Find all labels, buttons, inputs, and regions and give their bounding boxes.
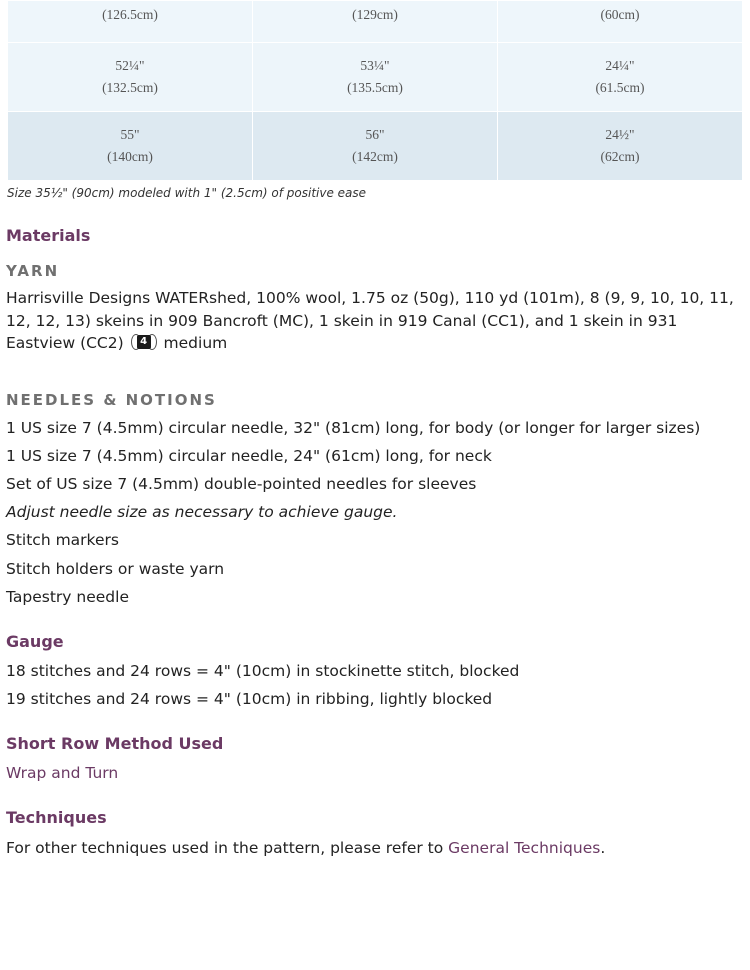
yarn-description <box>6 287 746 355</box>
techniques-heading: Techniques <box>6 808 107 827</box>
table-cell <box>8 1 253 43</box>
techniques-text <box>6 839 605 857</box>
table-cell <box>253 43 498 112</box>
techniques-sentence: For other techniques used in the pattern, please refer to <box>6 839 444 857</box>
cell-cm: (140cm) <box>107 149 153 164</box>
cell-cm: (60cm) <box>600 7 640 22</box>
needle-item: 1 US size 7 (4.5mm) circular needle, 24" (61cm) long, for neck <box>6 447 492 465</box>
materials-heading: Materials <box>6 226 91 245</box>
wrap-and-turn-link[interactable]: Wrap and Turn <box>6 764 119 782</box>
notion-item: Stitch markers <box>6 531 119 549</box>
gauge-heading: Gauge <box>6 632 64 651</box>
table-cell <box>253 112 498 181</box>
table-cell <box>498 112 743 181</box>
cell-cm: (142cm) <box>352 149 398 164</box>
size-caption: Size 35½" (90cm) modeled with 1" (2.5cm) of positive ease <box>7 186 367 200</box>
needle-item: 1 US size 7 (4.5mm) circular needle, 32" (81cm) long, for body (or longer for larger sizes) <box>6 419 701 437</box>
cell-cm: (132.5cm) <box>102 80 158 95</box>
needle-note: Adjust needle size as necessary to achieve gauge. <box>6 503 398 521</box>
cell-inches: 56" <box>365 127 385 142</box>
cell-cm: (135.5cm) <box>347 80 403 95</box>
cell-cm: (61.5cm) <box>595 80 645 95</box>
table-row <box>8 1 743 43</box>
table-cell <box>8 43 253 112</box>
techniques-period: . <box>600 839 606 857</box>
cell-cm: (129cm) <box>352 7 398 22</box>
cell-inches: 52¼" <box>115 58 145 73</box>
cell-cm: (126.5cm) <box>102 7 158 22</box>
yarn-weight-number: 4 <box>137 335 151 349</box>
yarn-weight-icon <box>131 333 157 351</box>
needles-heading: NEEDLES & NOTIONS <box>6 391 217 409</box>
short-row-heading: Short Row Method Used <box>6 734 224 753</box>
table-row <box>8 43 743 112</box>
notion-item: Stitch holders or waste yarn <box>6 560 225 578</box>
notion-item: Tapestry needle <box>6 588 129 606</box>
yarn-text: Harrisville Designs WATERshed, 100% wool, 1.75 oz (50g), 110 yd (101m), 8 (9, 9, 10, 10, 11, 12, 12, 13) skeins in 909 Bancroft (MC), 1 skein in 919 Canal (CC1), and 1 skein in 931 Eastview (CC2) <box>6 289 734 352</box>
gauge-item: 18 stitches and 24 rows = 4" (10cm) in stockinette stitch, blocked <box>6 662 520 680</box>
cell-inches: 24¼" <box>605 58 635 73</box>
cell-inches: 53¼" <box>360 58 390 73</box>
gauge-item: 19 stitches and 24 rows = 4" (10cm) in ribbing, lightly blocked <box>6 690 493 708</box>
yarn-weight-label: medium <box>163 334 228 352</box>
cell-inches: 24½" <box>605 127 635 142</box>
cell-inches: 55" <box>120 127 140 142</box>
needle-item: Set of US size 7 (4.5mm) double-pointed needles for sleeves <box>6 475 477 493</box>
table-cell <box>498 43 743 112</box>
table-cell <box>253 1 498 43</box>
table-row <box>8 112 743 181</box>
cell-cm: (62cm) <box>600 149 640 164</box>
size-table <box>7 0 743 181</box>
table-cell <box>8 112 253 181</box>
yarn-heading: YARN <box>6 262 60 280</box>
general-techniques-link[interactable]: General Techniques <box>448 839 601 857</box>
table-cell <box>498 1 743 43</box>
